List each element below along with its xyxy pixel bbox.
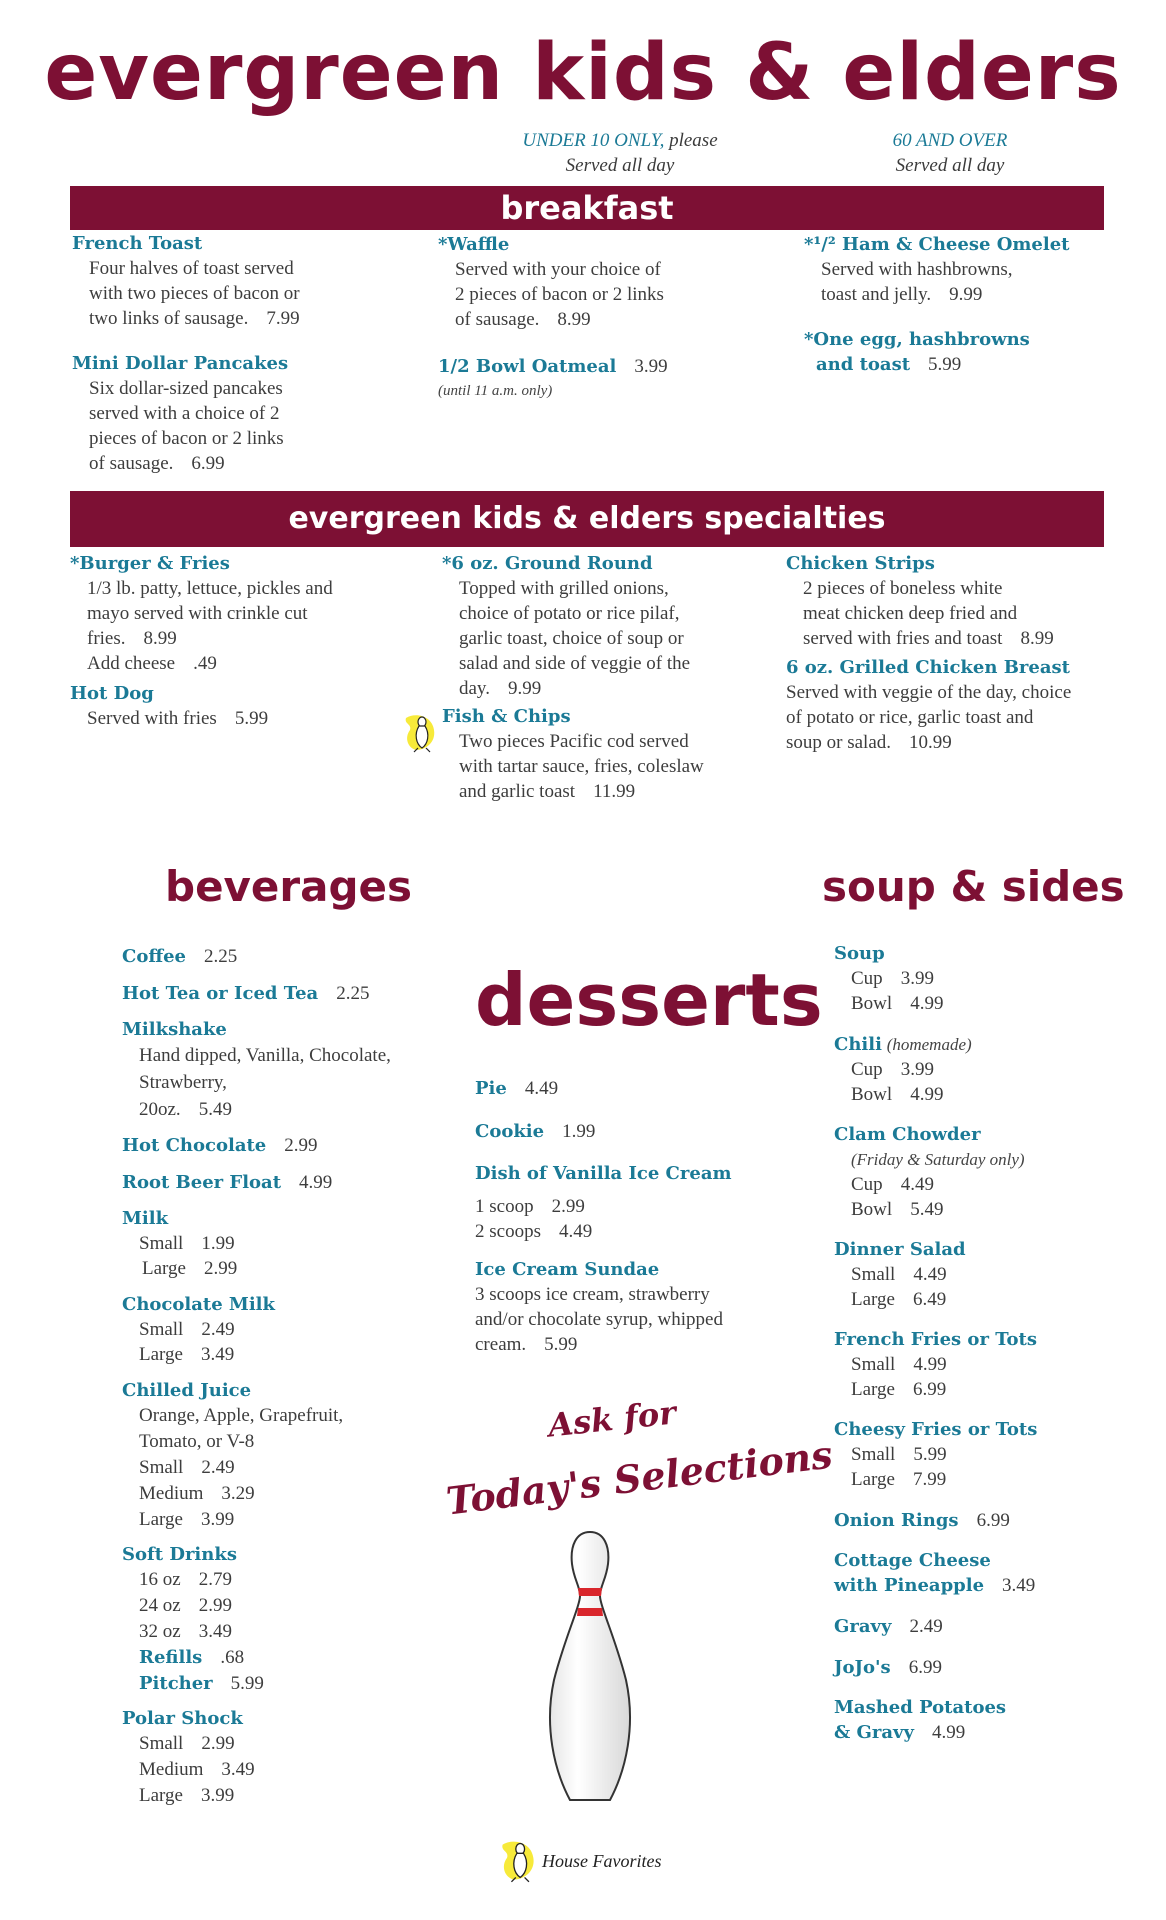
item-price: 3.99	[900, 968, 934, 989]
soup-sides-list	[834, 942, 1134, 1745]
item-name: with Pineapple	[834, 1575, 985, 1596]
item-desc-line: 1/3 lb. patty, lettuce, pickles and	[87, 578, 333, 599]
item-name: & Gravy	[834, 1722, 914, 1743]
item-price: 2.49	[201, 1457, 235, 1478]
item-desc-line: mayo served with crinkle cut	[87, 603, 308, 624]
item-desc-line: Served with hashbrowns,	[821, 259, 1013, 280]
page-title: evergreen kids & elders	[44, 28, 1122, 118]
item-name: Soup	[834, 943, 885, 964]
kids-please: please	[664, 130, 718, 151]
item-name: Chilled Juice	[122, 1380, 252, 1401]
item-size: Small	[139, 1233, 184, 1254]
item-size: Bowl	[851, 1199, 893, 1220]
item-size: 1 scoop	[475, 1196, 534, 1217]
item-price: 5.49	[198, 1099, 232, 1120]
item-price: 11.99	[593, 781, 636, 802]
item-price: 4.49	[900, 1174, 934, 1195]
menu-item-waffle	[438, 233, 738, 332]
item-name: Clam Chowder	[834, 1124, 981, 1145]
item-price: 5.99	[234, 708, 269, 729]
item-name: Dinner Salad	[834, 1239, 966, 1260]
item-price: 8.99	[1020, 628, 1054, 649]
item-price: 5.99	[913, 1444, 947, 1465]
item-price: 7.99	[912, 1469, 947, 1490]
item-price: 3.49	[1002, 1575, 1036, 1596]
item-desc-line: Orange, Apple, Grapefruit,	[139, 1405, 344, 1426]
item-name: *One egg, hashbrowns	[804, 329, 1030, 350]
item-desc-line: Six dollar-sized pancakes	[89, 378, 283, 399]
item-name: Refills	[139, 1647, 203, 1668]
item-size: Large	[851, 1379, 895, 1400]
item-name: Fish & Chips	[442, 706, 571, 727]
item-size: Bowl	[851, 1084, 893, 1105]
item-price: 5.99	[928, 354, 962, 375]
item-price: 2.25	[336, 983, 370, 1004]
item-desc-line: day.	[459, 678, 490, 699]
item-price: 9.99	[949, 284, 983, 305]
item-name: *Waffle	[438, 234, 510, 255]
menu-item-mini-pancakes	[72, 352, 372, 476]
item-price: 4.49	[524, 1078, 559, 1099]
item-desc-line: of potato or rice, garlic toast and	[786, 707, 1034, 728]
item-desc-line: and garlic toast	[459, 781, 576, 802]
elders-note	[850, 128, 1050, 178]
item-name: Cookie	[475, 1121, 545, 1142]
item-price: 2.25	[204, 946, 238, 967]
item-name: Pitcher	[139, 1673, 213, 1694]
item-name: Root Beer Float	[122, 1172, 282, 1193]
item-size: Large	[139, 1509, 183, 1530]
item-size: 20oz.	[139, 1099, 181, 1120]
item-desc-line: Hand dipped, Vanilla, Chocolate,	[139, 1045, 391, 1066]
item-size: Small	[851, 1354, 896, 1375]
item-name: *6 oz. Ground Round	[442, 553, 653, 574]
item-name: Hot Dog	[70, 683, 154, 704]
item-name: Pie	[475, 1078, 507, 1099]
item-name: JoJo's	[834, 1657, 891, 1678]
item-size: 2 scoops	[475, 1221, 541, 1242]
item-price: 3.29	[221, 1483, 255, 1504]
item-name: French Fries or Tots	[834, 1329, 1037, 1350]
item-price: 5.99	[230, 1673, 264, 1694]
item-name: Chocolate Milk	[122, 1294, 275, 1315]
item-price: 4.99	[910, 1084, 944, 1105]
item-desc-line: with tartar sauce, fries, coleslaw	[459, 756, 704, 777]
item-price: 6.99	[191, 453, 225, 474]
item-name: Mini Dollar Pancakes	[72, 353, 289, 374]
bowling-pin-icon	[540, 1530, 640, 1810]
item-price: 6.99	[976, 1510, 1010, 1531]
item-price: 5.49	[910, 1199, 944, 1220]
item-price: 5.99	[544, 1334, 578, 1355]
item-price: 4.49	[913, 1264, 947, 1285]
item-price: 2.99	[203, 1258, 238, 1279]
kids-age-note: UNDER 10 ONLY,	[522, 130, 665, 151]
item-desc-line: soup or salad.	[786, 732, 892, 753]
item-price: 1.99	[201, 1233, 235, 1254]
item-name: 1/2 Bowl Oatmeal	[438, 356, 617, 377]
item-desc-line: of sausage.	[89, 453, 174, 474]
item-price: 2.79	[198, 1569, 232, 1590]
item-price: 3.99	[634, 356, 668, 377]
item-price: 2.49	[201, 1319, 235, 1340]
item-name: Chili	[834, 1034, 882, 1055]
item-price: 6.49	[912, 1289, 947, 1310]
item-size: Cup	[851, 1174, 883, 1195]
item-name: Coffee	[122, 946, 187, 967]
item-note: (Friday & Saturday only)	[851, 1150, 1025, 1169]
item-note: (until 11 a.m. only)	[438, 383, 553, 399]
item-name: Cottage Cheese	[834, 1550, 991, 1571]
item-price: 2.99	[198, 1595, 232, 1616]
item-desc-line: Served with your choice of	[455, 259, 661, 280]
kids-served-note: Served all day	[565, 155, 675, 176]
item-desc-line: served with fries and toast	[803, 628, 1003, 649]
item-price: 3.49	[221, 1759, 255, 1780]
elders-served-note: Served all day	[895, 155, 1005, 176]
item-size: Cup	[851, 1059, 883, 1080]
item-desc-line: cream.	[475, 1334, 527, 1355]
item-name: *¹/² Ham & Cheese Omelet	[804, 234, 1070, 255]
menu-item-omelet	[804, 233, 1124, 307]
elders-age-note: 60 AND OVER	[892, 130, 1008, 151]
item-price: 3.99	[200, 1509, 235, 1530]
item-size: Small	[139, 1733, 184, 1754]
item-price: 2.99	[201, 1733, 235, 1754]
item-desc-line: choice of potato or rice pilaf,	[459, 603, 680, 624]
menu-item-hot-dog	[70, 682, 400, 731]
menu-item-oatmeal	[438, 354, 738, 404]
desserts-heading: desserts	[475, 958, 823, 1042]
specialties-heading: evergreen kids & elders specialties	[70, 491, 1104, 547]
menu-item-ground-round	[442, 552, 762, 701]
item-price: 3.49	[198, 1621, 232, 1642]
item-size: Large	[851, 1469, 895, 1490]
item-price: 4.49	[558, 1221, 593, 1242]
item-desc-line: 2 pieces of boneless white	[803, 578, 1003, 599]
item-name: 6 oz. Grilled Chicken Breast	[786, 657, 1070, 678]
item-name: Ice Cream Sundae	[475, 1259, 660, 1280]
house-favorite-badge-icon	[498, 1838, 538, 1884]
item-desc-line: of sausage.	[455, 309, 540, 330]
item-desc-line: Served with fries	[87, 708, 217, 729]
item-name: Polar Shock	[122, 1708, 243, 1729]
item-size: Small	[851, 1264, 896, 1285]
soup-sides-heading: soup & sides	[822, 862, 1125, 911]
house-favorites-legend	[498, 1838, 661, 1884]
beverages-heading: beverages	[165, 862, 413, 911]
item-desc-line: salad and side of veggie of the	[459, 653, 691, 674]
item-price: 2.99	[284, 1135, 318, 1156]
menu-item-burger	[70, 552, 400, 676]
item-name: Hot Chocolate	[122, 1135, 267, 1156]
item-size: 16 oz	[139, 1569, 181, 1590]
item-name: Onion Rings	[834, 1510, 959, 1531]
item-addon: Add cheese	[87, 653, 176, 674]
item-desc-line: Tomato, or V-8	[139, 1431, 255, 1452]
todays-selections-text: Today's Selections	[443, 1431, 835, 1524]
item-name: Milk	[122, 1208, 169, 1229]
item-desc-line: Strawberry,	[139, 1072, 227, 1093]
item-addon-price: .49	[193, 653, 217, 674]
item-size: Large	[139, 1344, 183, 1365]
item-desc-line: garlic toast, choice of soup or	[459, 628, 684, 649]
item-price: 8.99	[143, 628, 177, 649]
item-name: Chicken Strips	[786, 553, 935, 574]
item-price: 6.99	[912, 1379, 947, 1400]
item-size: Bowl	[851, 993, 893, 1014]
menu-item-one-egg	[804, 328, 1124, 377]
item-size: Large	[851, 1289, 895, 1310]
item-price: 8.99	[557, 309, 591, 330]
ask-for-text: Ask for	[546, 1393, 678, 1445]
item-price: 10.99	[909, 732, 952, 753]
item-name: Gravy	[834, 1616, 892, 1637]
item-desc-line: Four halves of toast served	[89, 258, 294, 279]
item-name: Mashed Potatoes	[834, 1697, 1007, 1718]
menu-item-chicken-breast	[786, 656, 1131, 755]
item-size: 24 oz	[139, 1595, 181, 1616]
item-price: 4.99	[913, 1354, 947, 1375]
item-size: Small	[851, 1444, 896, 1465]
menu-item-fish-chips	[442, 705, 762, 804]
item-name: French Toast	[72, 233, 203, 254]
item-name: Dish of Vanilla Ice Cream	[475, 1163, 732, 1184]
item-size: Medium	[139, 1759, 204, 1780]
item-name: Milkshake	[122, 1019, 227, 1040]
item-price: 4.99	[910, 993, 944, 1014]
item-price: 3.99	[200, 1785, 235, 1806]
item-name: Cheesy Fries or Tots	[834, 1419, 1038, 1440]
item-price: 3.99	[900, 1059, 934, 1080]
item-size: Large	[139, 1785, 183, 1806]
item-price: 6.99	[908, 1657, 942, 1678]
house-favorites-label: House Favorites	[542, 1850, 662, 1871]
item-size: Medium	[139, 1483, 204, 1504]
menu-item-french-toast	[72, 232, 372, 331]
item-desc-line: meat chicken deep fried and	[803, 603, 1018, 624]
house-favorite-badge-icon	[402, 712, 438, 754]
item-price: 2.49	[909, 1616, 943, 1637]
item-desc-line: served with a choice of 2	[89, 403, 280, 424]
item-size: Cup	[851, 968, 883, 989]
item-name: Soft Drinks	[122, 1544, 237, 1565]
item-price: 2.99	[551, 1196, 585, 1217]
item-price: .68	[220, 1647, 245, 1668]
item-size: Small	[139, 1319, 184, 1340]
item-desc-line: toast and jelly.	[821, 284, 932, 305]
beverages-list	[122, 944, 442, 1809]
item-desc-line: 3 scoops ice cream, strawberry	[475, 1284, 710, 1305]
item-price: 9.99	[507, 678, 542, 699]
item-desc-line: fries.	[87, 628, 126, 649]
item-desc-line: Topped with grilled onions,	[459, 578, 669, 599]
breakfast-heading: breakfast	[70, 186, 1104, 230]
item-name: and toast	[816, 354, 911, 375]
item-price: 4.99	[931, 1722, 966, 1743]
menu-item-chicken-strips	[786, 552, 1126, 651]
item-price: 4.99	[299, 1172, 333, 1193]
item-size: 32 oz	[139, 1621, 181, 1642]
item-note: (homemade)	[886, 1035, 972, 1054]
item-price: 7.99	[266, 308, 300, 329]
item-desc-line: Served with veggie of the day, choice	[786, 682, 1072, 703]
item-size: Large	[142, 1258, 186, 1279]
desserts-list	[475, 1076, 805, 1357]
item-price: 1.99	[562, 1121, 596, 1142]
item-name: *Burger & Fries	[70, 553, 230, 574]
item-desc-line: two links of sausage.	[89, 308, 249, 329]
item-desc-line: Two pieces Pacific cod served	[459, 731, 689, 752]
item-desc-line: 2 pieces of bacon or 2 links	[455, 284, 664, 305]
item-desc-line: and/or chocolate syrup, whipped	[475, 1309, 723, 1330]
item-price: 3.49	[200, 1344, 235, 1365]
item-size: Small	[139, 1457, 184, 1478]
item-name: Hot Tea or Iced Tea	[122, 983, 319, 1004]
item-desc-line: with two pieces of bacon or	[89, 283, 300, 304]
item-desc-line: pieces of bacon or 2 links	[89, 428, 284, 449]
kids-note	[480, 128, 760, 178]
